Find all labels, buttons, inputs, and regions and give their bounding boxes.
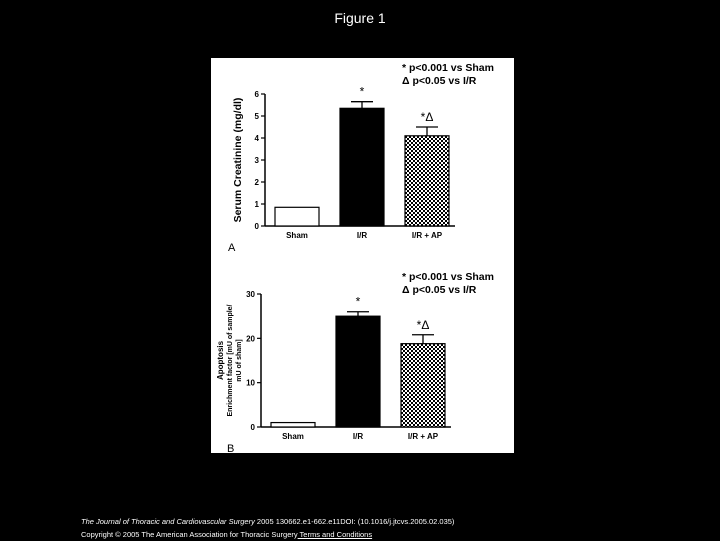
legend-entry: Δ p<0.05 vs I/R <box>402 284 477 296</box>
terms-link[interactable]: Terms and Conditions <box>297 530 373 539</box>
legend-entry: * p<0.001 vs Sham <box>402 271 494 283</box>
citation-caption <box>81 515 454 541</box>
category-label: I/R <box>356 231 368 240</box>
category-label: Sham <box>282 432 304 441</box>
category-label: I/R + AP <box>407 432 439 441</box>
copyright-text: Copyright © 2005 The American Association for Thoracic Surgery <box>81 530 298 539</box>
citation-details: 2005 130662.e1-662.e11DOI: (10.1016/j.jtcvs.2005.02.035) <box>254 517 455 526</box>
y-tick-label: 30 <box>246 290 255 299</box>
legend-entry: * p<0.001 vs Sham <box>402 62 494 74</box>
y-tick-label: 0 <box>254 222 259 231</box>
panel-label: A <box>228 242 236 254</box>
category-label: I/R + AP <box>411 231 443 240</box>
y-tick-label: 5 <box>254 112 259 121</box>
y-axis-label-line: Apoptosis <box>216 340 225 381</box>
y-tick-label: 3 <box>254 156 259 165</box>
significance-marker: *Δ <box>420 110 434 124</box>
y-tick-label: 4 <box>254 134 259 143</box>
bar-i-r <box>340 108 384 226</box>
slide-title: Figure 1 <box>334 10 386 26</box>
y-tick-label: 6 <box>254 90 259 99</box>
significance-marker: *Δ <box>416 317 430 332</box>
figure-charts <box>211 58 514 453</box>
y-tick-label: 2 <box>254 178 259 187</box>
y-tick-label: 1 <box>254 200 259 209</box>
bar-i-r-ap <box>405 136 449 226</box>
panel-label: B <box>227 443 235 453</box>
y-axis-label-line: Enrichment factor [mU of sample/ <box>227 304 234 417</box>
legend-entry: Δ p<0.05 vs I/R <box>402 75 477 87</box>
significance-marker: * <box>359 84 365 99</box>
bar-sham <box>271 423 315 427</box>
figure-panel <box>211 58 514 453</box>
y-axis-label-line: mU of sham] <box>236 339 243 382</box>
category-label: I/R <box>352 432 364 441</box>
y-tick-label: 10 <box>246 378 255 388</box>
y-axis-label: Serum Creatinine (mg/dl) <box>232 97 244 223</box>
significance-marker: * <box>355 294 361 309</box>
copyright-line <box>81 528 454 541</box>
citation-line <box>81 515 454 528</box>
bar-i-r <box>336 316 380 427</box>
category-label: Sham <box>286 231 308 240</box>
journal-name: The Journal of Thoracic and Cardiovascular Surgery <box>81 517 255 526</box>
y-tick-label: 20 <box>246 334 255 344</box>
y-tick-label: 0 <box>250 423 255 432</box>
bar-sham <box>275 207 319 226</box>
bar-i-r-ap <box>401 344 445 427</box>
